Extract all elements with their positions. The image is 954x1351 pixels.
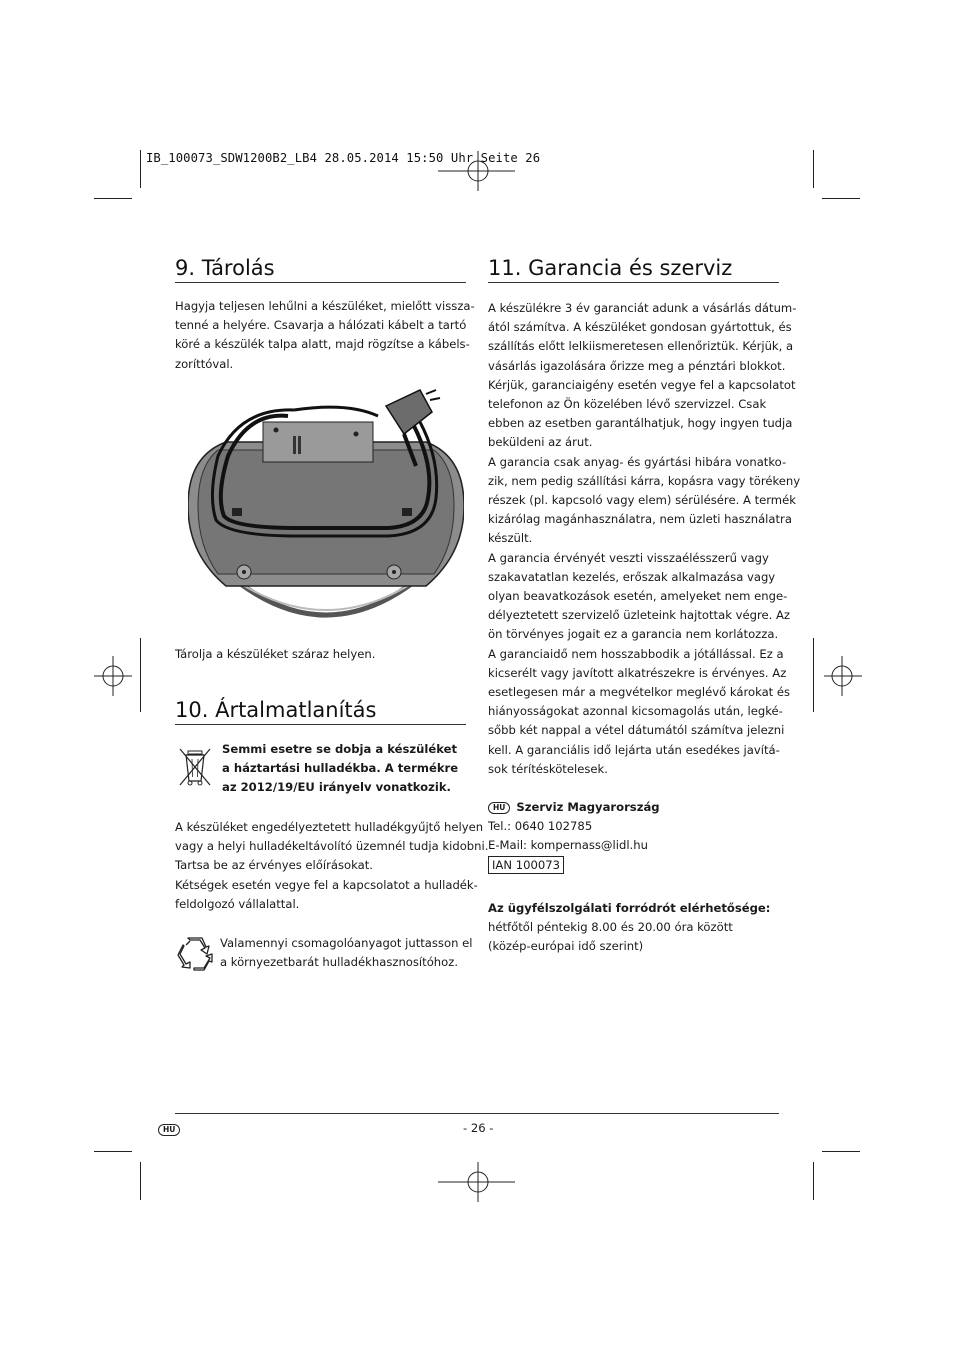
recycle-icon	[176, 934, 214, 972]
disposal-heading-rule	[175, 724, 466, 725]
hotline-note: (közép-európai idő szerint)	[488, 939, 644, 954]
hotline-block	[488, 899, 770, 957]
hu-badge: HU	[488, 802, 510, 814]
crossed-bin-icon	[178, 745, 212, 787]
footer-badge: HU	[158, 1122, 186, 1136]
storage-paragraph: Hagyja teljesen lehűlni a készüléket, mielőtt vissza- tenné a helyére. Csavarja a hálózati kábelt a tartó köré a készülék talpa alatt, majd rögzítse a kábels- zoríttóval.	[175, 299, 475, 371]
storage-note: Tárolja a készüléket száraz helyen.	[175, 647, 376, 661]
registration-target-bottom	[438, 1160, 518, 1210]
storage-heading-rule	[175, 282, 466, 283]
warranty-heading-rule	[488, 282, 779, 283]
hotline-hours: hétfőtől péntekig 8.00 és 20.00 óra között	[488, 920, 733, 935]
registration-target-left	[94, 654, 134, 698]
hotline-title: Az ügyfélszolgálati forródrót elérhetősége:	[488, 901, 771, 915]
service-block	[488, 798, 660, 875]
storage-heading: 9. Tárolás	[175, 256, 275, 280]
disposal-warning: Semmi esetre se dobja a készüléket a háztartási hulladékba. A termékre az 2012/19/EU irányelv vonatkozik.	[222, 742, 459, 795]
ian-box: IAN 100073	[488, 856, 564, 874]
warranty-heading: 11. Garancia és szerviz	[488, 256, 733, 280]
footer-rule	[175, 1113, 779, 1114]
service-title: Szerviz Magyarország	[516, 800, 660, 814]
page-number: - 26 -	[463, 1121, 494, 1135]
registration-target-right	[822, 654, 862, 698]
service-title-line	[488, 798, 660, 817]
warranty-paragraph: A készülékre 3 év garanciát adunk a vásárlás dátum- ától számítva. A készüléket gondosan gyártottuk, és szállítás előtt lelkiismeretesen ellenőriztük. Kérjük, a vásárlás igazolására őrizze meg a pénztári blokkot. Kérjük, garanciaigény esetén vegye fel a kapcsolatot telefonon az Ön közelében lévő szervizzel. Csak ebben az esetben garantálhatjuk, hogy ingyen tudja beküldeni az árut. A garancia csak anyag- és gyártási hibára vonatko- zik, nem pedig szállítási kárra, kopásra vagy törékeny részek (pl. kapcsoló vagy elem) sérülésére. A termék kizárólag magánhasználatra, nem üzleti használatra készült. A garancia érvényét veszti visszaélésszerű vagy szakavatatlan kezelés, erőszak alkalmazása vagy olyan beavatkozások esetén, amelyeket nem enge- délyeztetett szervizelő üzleteink hajtottak végre. Az ön törvényes jogait ez a garancia nem korlátozza. A garanciaidő nem hosszabbodik a jótállással. Ez a kicserélt vagy javított alkatrészekre is érvényes. Az esetlegesen már a megvételkor meglévő károkat és hiányosságokat azonnal kicsomagolás után, legké- sőbb két nappal a vétel dátumától számítva jelezni kell. A garanciális idő lejárta után esedékes javítá- sok térítéskötelesek.	[488, 301, 801, 776]
service-ian-line	[488, 856, 660, 875]
service-email: E-Mail: kompernass@lidl.hu	[488, 838, 648, 853]
appliance-cord-wrapped-illustration	[188, 386, 464, 626]
print-slug: IB_100073_SDW1200B2_LB4 28.05.2014 15:50 Uhr Seite 26	[146, 151, 541, 165]
service-tel: Tel.: 0640 102785	[488, 819, 593, 834]
recycle-text: Valamennyi csomagolóanyagot juttasson el a környezetbarát hulladékhasznosítóhoz.	[220, 936, 473, 970]
disposal-heading: 10. Ártalmatlanítás	[175, 698, 377, 722]
disposal-paragraph: A készüléket engedélyeztetett hulladékgyűjtő helyen vagy a helyi hulladékeltávolító üzemnél tudja kidobni. Tartsa be az érvényes előírásokat. Kétségek esetén vegye fel a kapcsolatot a hulladék- feldolgozó vállalattal.	[175, 820, 489, 911]
